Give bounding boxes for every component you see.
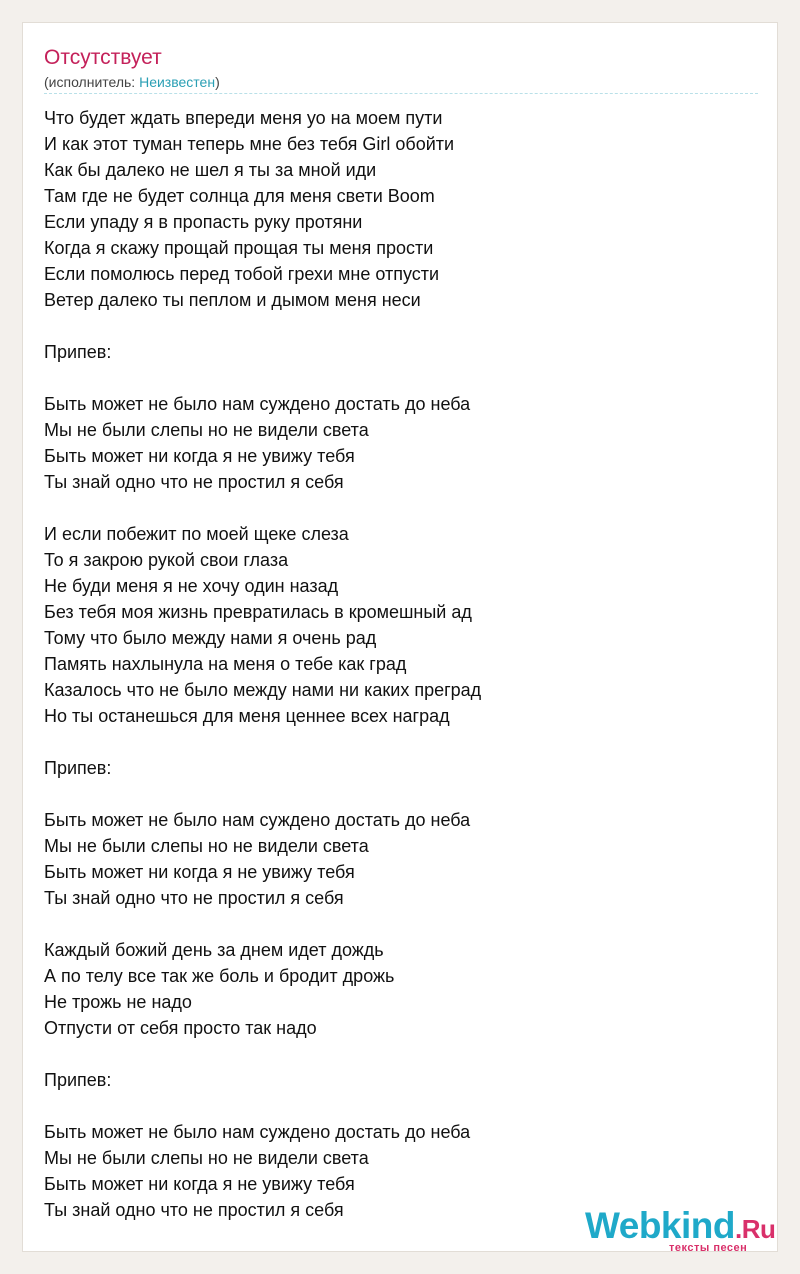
artist-line <box>44 73 220 91</box>
lyrics-line: Там где не будет солнца для меня свети Boom <box>44 186 435 206</box>
lyrics-blank-line <box>44 911 764 937</box>
lyrics-line: Припев: <box>44 1070 112 1090</box>
lyrics-line: Если помолюсь перед тобой грехи мне отпусти <box>44 264 440 284</box>
lyrics-line: Мы не были слепы но не видели света <box>44 420 369 440</box>
lyrics-line: Как бы далеко не шел я ты за мной иди <box>44 160 377 180</box>
lyrics-blank-line <box>44 313 764 339</box>
lyrics-blank-line <box>44 1041 764 1067</box>
lyrics-line: Ветер далеко ты пеплом и дымом меня неси <box>44 290 421 310</box>
lyrics-line: Быть может не было нам суждено достать до неба <box>44 810 471 830</box>
lyrics-line: Казалось что не было между нами ни каких преград <box>44 680 482 700</box>
lyrics-line: Быть может не было нам суждено достать до неба <box>44 394 471 414</box>
lyrics-line: Быть может ни когда я не увижу тебя <box>44 446 355 466</box>
song-title: Отсутствует <box>44 46 162 69</box>
site-logo[interactable] <box>585 1204 775 1254</box>
lyrics-line: Ты знай одно что не простил я себя <box>44 472 344 492</box>
logo-tagline: тексты песен <box>669 1242 748 1254</box>
lyrics-line: Не буди меня я не хочу один назад <box>44 576 339 596</box>
logo-main-text: Webkind <box>585 1205 735 1246</box>
lyrics-line: Не трожь не надо <box>44 992 192 1012</box>
logo-tld: .Ru <box>735 1214 776 1244</box>
lyrics-blank-line <box>44 781 764 807</box>
lyrics-blank-line <box>44 495 764 521</box>
lyrics-line: Отпусти от себя просто так надо <box>44 1018 317 1038</box>
artist-link[interactable]: Неизвестен <box>139 74 216 90</box>
lyrics-line: Что будет ждать впереди меня уо на моем пути <box>44 108 443 128</box>
lyrics-text <box>44 105 764 1223</box>
title-divider <box>44 93 758 94</box>
lyrics-line: Без тебя моя жизнь превратилась в кромешный ад <box>44 602 472 622</box>
lyrics-line: Если упаду я в пропасть руку протяни <box>44 212 363 232</box>
lyrics-card <box>22 22 778 1252</box>
lyrics-line: Тому что было между нами я очень рад <box>44 628 377 648</box>
lyrics-blank-line <box>44 729 764 755</box>
lyrics-line: И если побежит по моей щеке слеза <box>44 524 349 544</box>
lyrics-blank-line <box>44 365 764 391</box>
lyrics-line: И как этот туман теперь мне без тебя Girl обойти <box>44 134 455 154</box>
lyrics-line: Припев: <box>44 342 112 362</box>
lyrics-line: Мы не были слепы но не видели света <box>44 1148 369 1168</box>
lyrics-line: Ты знай одно что не простил я себя <box>44 888 344 908</box>
lyrics-line: Быть может ни когда я не увижу тебя <box>44 1174 355 1194</box>
lyrics-line: Каждый божий день за днем идет дождь <box>44 940 384 960</box>
lyrics-line: Но ты останешься для меня ценнее всех наград <box>44 706 450 726</box>
lyrics-line: Ты знай одно что не простил я себя <box>44 1200 344 1220</box>
lyrics-line: Быть может ни когда я не увижу тебя <box>44 862 355 882</box>
lyrics-line: То я закрою рукой свои глаза <box>44 550 289 570</box>
lyrics-blank-line <box>44 1093 764 1119</box>
lyrics-line: Припев: <box>44 758 112 778</box>
lyrics-line: Когда я скажу прощай прощая ты меня прости <box>44 238 434 258</box>
lyrics-line: Быть может не было нам суждено достать до неба <box>44 1122 471 1142</box>
lyrics-line: Память нахлынула на меня о тебе как град <box>44 654 407 674</box>
lyrics-line: А по телу все так же боль и бродит дрожь <box>44 966 395 986</box>
artist-suffix: ) <box>215 74 220 90</box>
lyrics-line: Мы не были слепы но не видели света <box>44 836 369 856</box>
artist-prefix: (исполнитель: <box>44 74 140 90</box>
